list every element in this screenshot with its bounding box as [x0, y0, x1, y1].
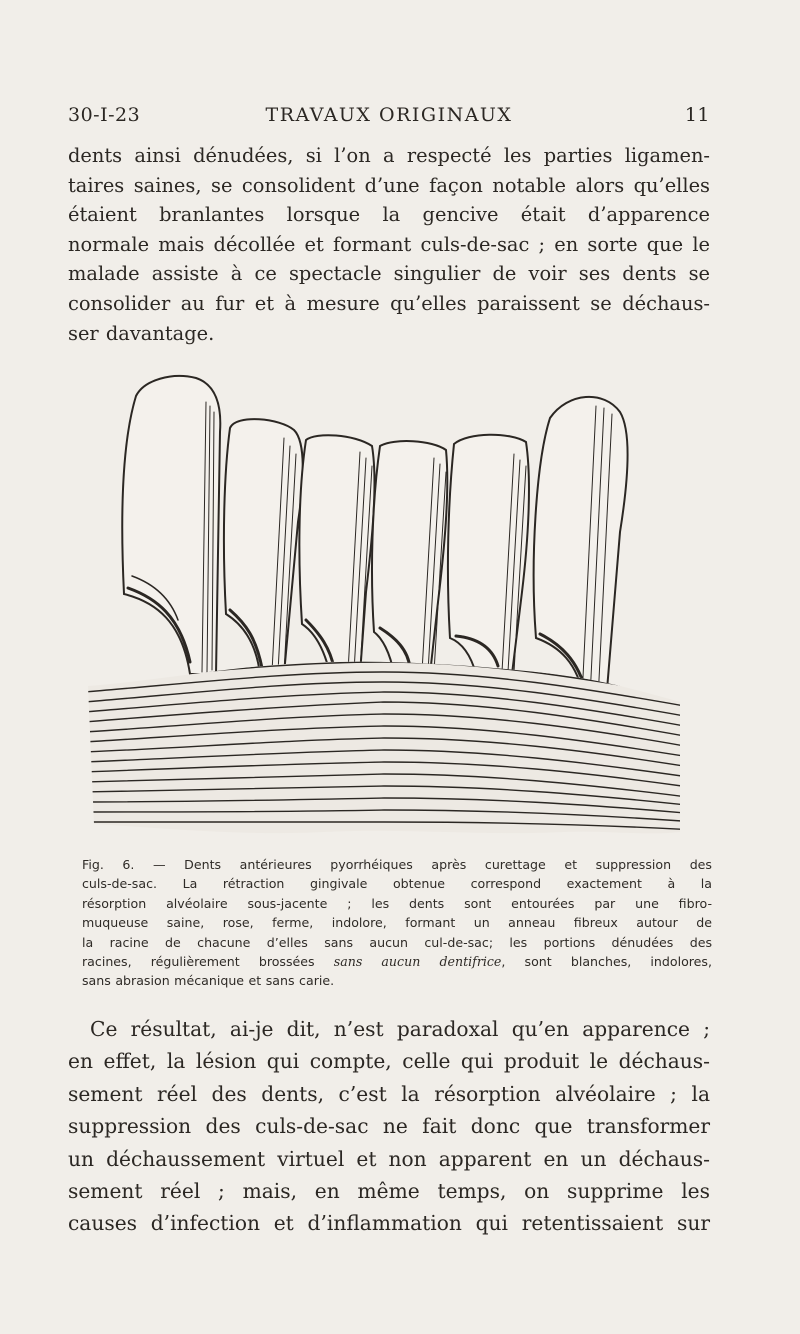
body-paragraph — [68, 1013, 710, 1240]
caption-line — [82, 952, 712, 971]
header-date: 30-I-23 — [68, 104, 141, 126]
text-line: consolider au fur et à mesure qu’elles paraissent se déchaus- — [68, 291, 710, 315]
teeth-illustration — [84, 362, 696, 844]
intro-paragraph — [68, 141, 710, 348]
text-line: causes d’infection et d’inflammation qui retentissaient sur — [68, 1211, 710, 1236]
text-line: normale mais décollée et formant culs-de-sac ; en sorte que le — [68, 232, 710, 256]
caption-line: sans abrasion mécanique et sans carie. — [82, 973, 335, 989]
caption-line: la racine de chacune d’elles sans aucun cul-de-sac; les portions dénudées des — [82, 934, 712, 950]
text-line: taires saines, se consolident d’une façon notable alors qu’elles — [68, 173, 710, 197]
tooth-4 — [372, 441, 447, 674]
tooth-6 — [534, 397, 628, 702]
figure-caption — [82, 855, 712, 991]
caption-italic-text: sans aucun dentifrice — [333, 954, 502, 970]
running-header — [68, 104, 710, 130]
page-number: 11 — [684, 104, 710, 126]
caption-line: muqueuse saine, rose, ferme, indolore, formant un anneau fibreux autour de — [82, 915, 712, 931]
caption-line: culs-de-sac. La rétraction gingivale obtenue correspond exactement à la — [82, 876, 712, 892]
caption-line: résorption alvéolaire sous-jacente ; les dents sont entourées par une fibro- — [82, 895, 712, 911]
tooth-2 — [224, 419, 303, 674]
text-line: ser davantage. — [68, 321, 215, 345]
text-line: dents ainsi dénudées, si l’on a respecté les parties ligamen- — [68, 144, 710, 167]
tooth-5 — [448, 435, 529, 674]
text-line: suppression des culs-de-sac ne fait donc que transformer — [68, 1114, 710, 1139]
header-title: TRAVAUX ORIGINAUX — [265, 104, 513, 126]
text-line: un déchaussement virtuel et non apparent en un déchaus- — [68, 1146, 710, 1171]
text-line: sement réel des dents, c’est la résorption alvéolaire ; la — [68, 1081, 710, 1106]
text-line: sement réel ; mais, en même temps, on supprime les — [68, 1179, 710, 1204]
caption-line: Fig. 6. — Dents antérieures pyorrhéiques après curettage et suppression des — [82, 857, 712, 872]
text-line: en effet, la lésion qui compte, celle qui produit le déchaus- — [68, 1049, 710, 1074]
tooth-3 — [299, 435, 374, 674]
caption-text: racines, régulièrement brossées — [82, 954, 334, 970]
text-line: malade assiste à ce spectacle singulier de voir ses dents se — [68, 262, 710, 286]
caption-text: , sont blanches, indolores, — [501, 954, 712, 970]
text-line: Ce résultat, ai-je dit, n’est paradoxal qu’en apparence ; — [90, 1017, 710, 1041]
tooth-1 — [122, 376, 220, 674]
teeth-group — [122, 376, 627, 702]
text-line: étaient branlantes lorsque la gencive était d’apparence — [68, 203, 710, 227]
